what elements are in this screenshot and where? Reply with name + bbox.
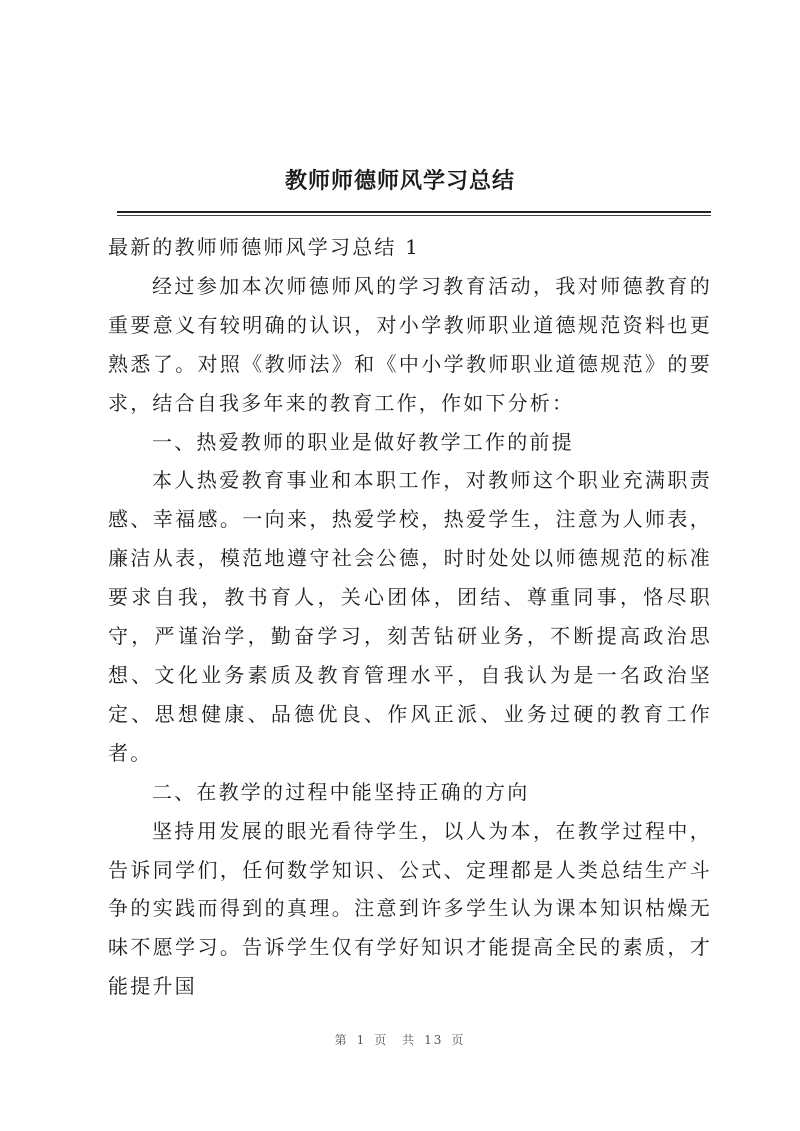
paragraph-section-1: 本人热爱教育事业和本职工作，对教师这个职业充满职责感、幸福感。一向来，热爱学校，热爱学生，注意为人师表，廉洁从表，模范地遵守社会公德，时时处处以师德规范的标准要求自我，教书育人，关心团体，团结、尊重同事，恪尽职守，严谨治学，勤奋学习，刻苦钻研业务，不断提高政治思想、文化业务素质及教育管理水平，自我认为是一名政治坚定、思想健康、品德优良、作风正派、业务过硬的教育工作者。: [108, 468, 712, 765]
document-title: 教师师德师风学习总结: [284, 169, 515, 194]
footer-suffix: 页: [451, 1033, 466, 1047]
footer-total-pages: 13: [424, 1033, 444, 1047]
heading-section-1: 一、热爱教师的职业是做好教学工作的前提: [152, 429, 574, 454]
document-body: [108, 228, 712, 1006]
footer-prefix: 第: [334, 1033, 349, 1047]
page-footer: [0, 1031, 800, 1048]
title-divider-thin: [117, 215, 711, 216]
paragraph-section-2: 坚持用发展的眼光看待学生，以人为本，在教学过程中，告诉同学们，任何数学知识、公式、定理都是人类总结生产斗争的实践而得到的真理。注意到许多学生认为课本知识枯燥无味不愿学习。告诉学生仅有学好知识才能提高全民的素质，才能提升国: [108, 818, 712, 999]
section-subtitle: 最新的教师师德师风学习总结 1: [108, 235, 421, 259]
heading-section-2: 二、在教学的过程中能坚持正确的方向: [152, 779, 530, 804]
footer-middle: 页 共: [374, 1033, 417, 1047]
title-divider: [117, 211, 711, 213]
paragraph-intro: 经过参加本次师德师风的学习教育活动，我对师德教育的重要意义有较明确的认识，对小学教师职业道德规范资料也更熟悉了。对照《教师法》和《中小学教师职业道德规范》的要求，结合自我多年来的教育工作，作如下分析：: [108, 273, 712, 415]
footer-current-page: 1: [356, 1033, 367, 1047]
